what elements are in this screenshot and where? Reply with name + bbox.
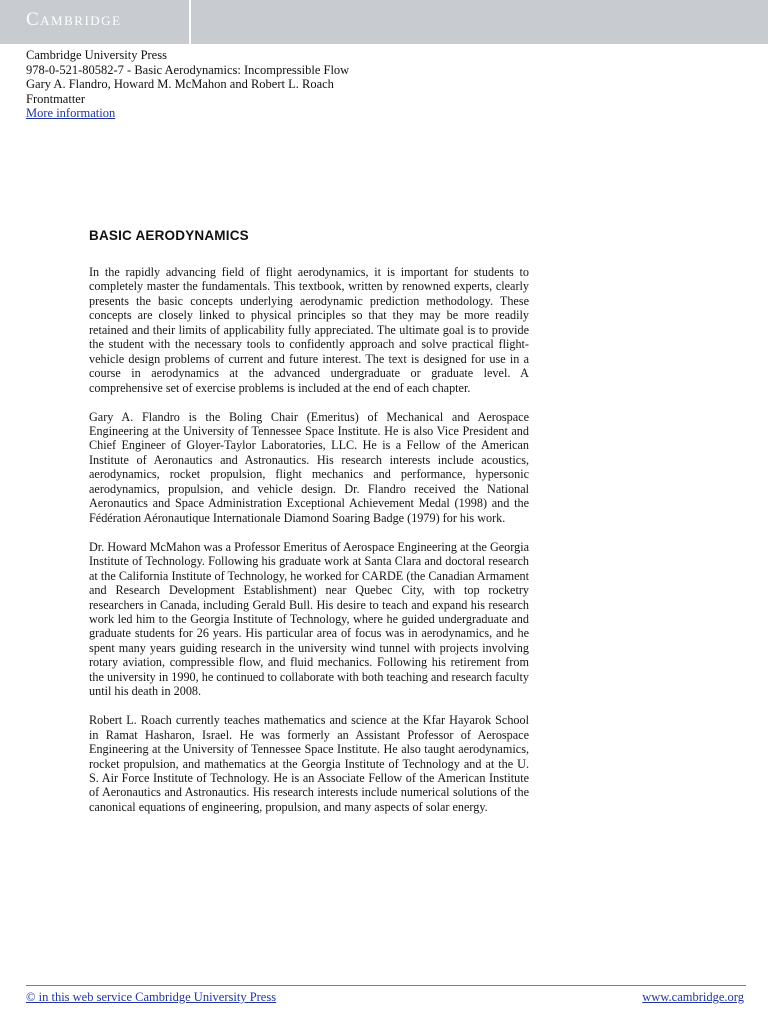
page-content — [89, 228, 529, 829]
author-bio-flandro: Gary A. Flandro is the Boling Chair (Emeritus) of Mechanical and Aerospace Engineering at the University of Tennessee Space Institute. He is also Vice President and Chief Engineer of Gloyer-Taylor Laboratories, LLC. He is a Fellow of the American Institute of Aeronautics and Astronautics. His research interests include acoustics, aerodynamics, rocket propulsion, flight mechanics and performance, hypersonic aerodynamics, propulsion, and vehicle design. Dr. Flandro received the National Aeronautics and Space Administration Exceptional Achievement Medal (1998) and the Fédération Aéronautique Internationale Diamond Soaring Badge (1979) for his work. — [89, 409, 529, 525]
logo-cell — [0, 0, 191, 44]
author-bio-mcmahon: Dr. Howard McMahon was a Professor Emeritus of Aerospace Engineering at the Georgia Institute of Technology. Following his graduate work at Santa Clara and doctoral research at the California Institute of Technology, he worked for CARDE (the Canadian Armament and Research Development Establishment) near Quebec City, with top rocketry researchers in Canada, including Gerald Bull. His desire to teach and expand his research work led him to the Georgia Institute of Technology, where he guided undergraduate and graduate students for 26 years. His particular area of focus was in aerodynamics, and he spent many years guiding research in the university wind tunnel with projects involving rotary aviation, compressible flow, and fluid mechanics. Following his retirement from the university in 1990, he continued to collaborate with both teaching and research faculty until his death in 2008. — [89, 539, 529, 699]
more-information-link[interactable]: More information — [26, 106, 116, 120]
page-title: BASIC AERODYNAMICS — [89, 228, 249, 243]
copyright-link[interactable] — [26, 990, 276, 1005]
publisher: Cambridge University Press — [26, 48, 167, 62]
copyright-text: © in this web service Cambridge University Press — [26, 990, 277, 1004]
website-link[interactable]: www.cambridge.org — [642, 990, 744, 1004]
header-banner — [0, 0, 768, 44]
book-metadata — [26, 48, 349, 121]
isbn-title: 978-0-521-80582-7 - Basic Aerodynamics: Incompressible Flow — [26, 62, 350, 77]
authors: Gary A. Flandro, Howard M. McMahon and Robert L. Roach — [26, 77, 334, 91]
footer-divider — [26, 985, 746, 986]
cambridge-logo: Cambridge — [26, 9, 122, 30]
author-bio-roach: Robert L. Roach currently teaches mathematics and science at the Kfar Hayarok School in Ramat Hasharon, Israel. He was formerly an Assistant Professor of Aerospace Engineering at the University of Tennessee Space Institute. He also taught aerodynamics, rocket propulsion, and mathematics at the Georgia Institute of Technology and at the U. S. Air Force Institute of Technology. He is an Associate Fellow of the American Institute of Aeronautics and Astronautics. His research interests include numerical solutions of the canonical equations of engineering, propulsion, and many aspects of solar energy. — [89, 713, 529, 814]
section-label: Frontmatter — [26, 91, 86, 106]
book-description: In the rapidly advancing field of flight aerodynamics, it is important for students to completely master the fundamentals. This textbook, written by renowned experts, clearly presents the basic concepts underlying aerodynamic prediction methodology. These concepts are closely linked to physical principles so that they may be more readily retained and their limits of applicability fully appreciated. The ultimate goal is to provide the student with the necessary tools to confidently approach and solve practical flight-vehicle design problems of current and future interest. The text is designed for use in a course in aerodynamics at the advanced undergraduate or graduate level. A comprehensive set of exercise problems is included at the end of each chapter. — [89, 265, 529, 395]
